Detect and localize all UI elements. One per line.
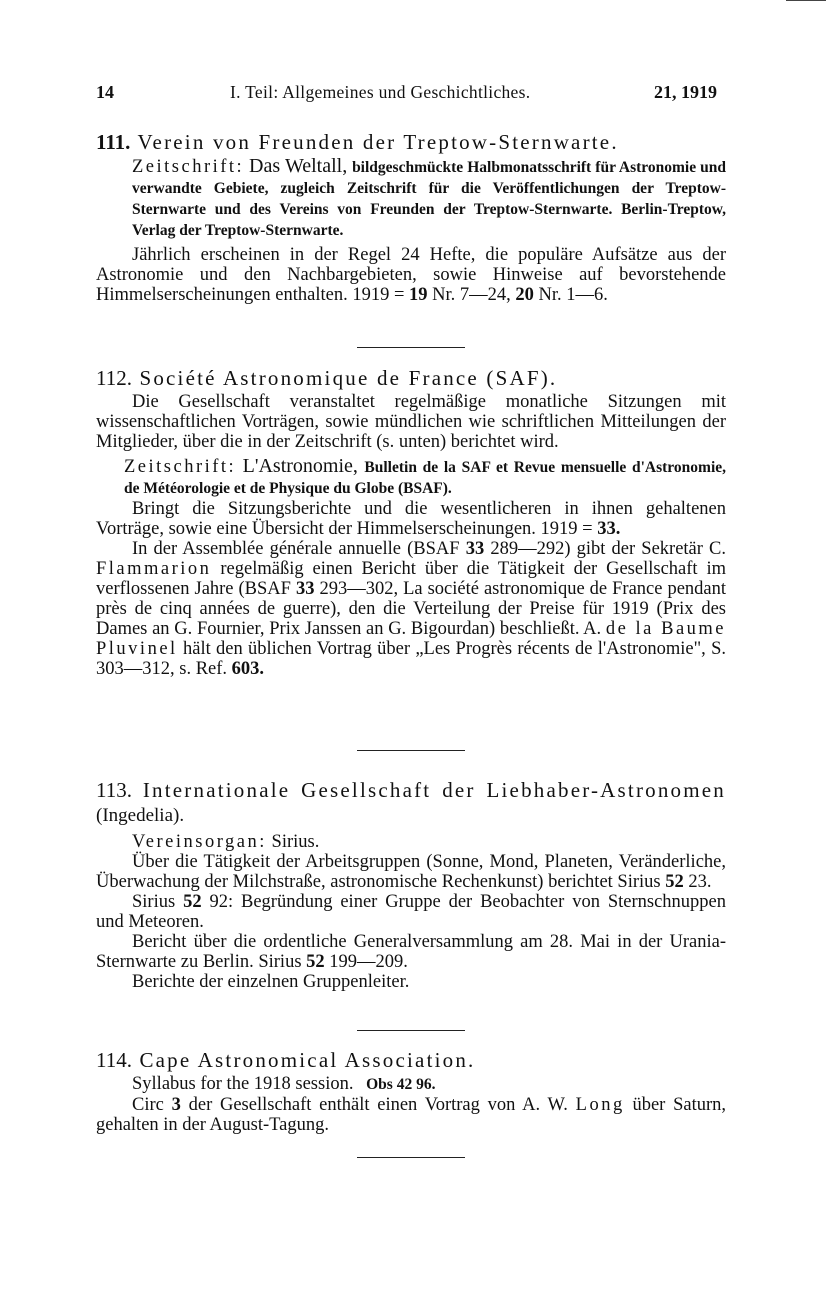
entry-111: [96, 130, 726, 305]
entry-title: 111. Verein von Freunden der Treptow-Sternwarte.: [96, 130, 619, 154]
syllabus-line: Syllabus for the 1918 session. Obs 42 96.: [132, 1074, 436, 1094]
entry-paragraph: Über die Tätigkeit der Arbeitsgruppen (Sonne, Mond, Planeten, Veränderliche, Überwachung der Milchstraße, astronomische Rechenkunst) berichtet Sirius 52 23.: [96, 852, 726, 892]
entry-title: 112. Société Astronomique de France (SAF).: [96, 366, 558, 390]
periodical-line: Zeitschrift: Das Weltall, bildgeschmückte Halbmonatsschrift für Astronomie und verwandte Gebiete, zugleich Zeitschrift für die Veröffentlichungen der Treptow-Sternwarte und des Vereins von Freunden der Treptow-Sternwarte. Berlin-Treptow, Verlag der Treptow-Sternwarte.: [132, 155, 727, 239]
organ-line: Vereinsorgan: Sirius.: [132, 832, 320, 852]
entry-113: [96, 778, 726, 992]
entry-paragraph: Circ 3 der Gesellschaft enthält einen Vortrag von A. W. Long über Saturn, gehalten in der August-Tagung.: [96, 1095, 726, 1135]
entry-paragraph: Jährlich erscheinen in der Regel 24 Hefte, die populäre Aufsätze aus der Astronomie und den Nachbargebieten, sowie Hinweise auf bevorstehende Himmelserscheinungen enthalten. 1919 = 19 Nr. 7—24, 20 Nr. 1—6.: [96, 245, 726, 305]
entry-title: 113. Internationale Gesellschaft der Liebhaber-Astronomen (Ingedelia).: [96, 778, 726, 826]
section-divider: [357, 750, 465, 751]
entry-paragraph: Bericht über die ordentliche Generalversammlung am 28. Mai in der Urania-Sternwarte zu Berlin. Sirius 52 199—209.: [96, 932, 726, 972]
entry-paragraph: Berichte der einzelnen Gruppenleiter.: [132, 972, 410, 992]
periodical-line: Zeitschrift: L'Astronomie, Bulletin de la SAF et Revue mensuelle d'Astronomie, de Météorologie et de Physique du Globe (BSAF).: [124, 455, 726, 497]
entry-112: [96, 366, 726, 679]
entry-paragraph: Die Gesellschaft veranstaltet regelmäßige monatliche Sitzungen mit wissenschaftlichen Vorträgen, sowie mündlichen wie schriftlichen Mitteilungen der Mitglieder, über die in der Zeitschrift (s. unten) berichtet wird.: [96, 392, 726, 452]
page-edge-mark: [786, 0, 826, 1]
section-divider: [357, 1030, 465, 1031]
entry-title: 114. Cape Astronomical Association.: [96, 1048, 476, 1072]
page-number: 14: [96, 82, 114, 102]
entry-paragraph: Bringt die Sitzungsberichte und die wesentlicheren in ihnen gehaltenen Vorträge, sowie eine Übersicht der Himmelserscheinungen. 1919 = 33.: [96, 499, 726, 539]
running-title: I. Teil: Allgemeines und Geschichtliches.: [230, 82, 531, 102]
entry-114: [96, 1048, 726, 1135]
section-reference: 21, 1919: [654, 82, 717, 102]
section-divider: [357, 347, 465, 348]
section-divider: [357, 1157, 465, 1158]
entry-paragraph: In der Assemblée générale annuelle (BSAF 33 289—292) gibt der Sekretär C. Flammarion regelmäßig einen Bericht über die Tätigkeit der Gesellschaft im verflossenen Jahre (BSAF 33 293—302, La société astronomique de France pendant près de cinq années de guerre), den die Verteilung der Preise für 1919 (Prix des Dames an G. Fournier, Prix Janssen an G. Bigourdan) beschließt. A. de la Baume Pluvinel hält den üblichen Vortrag über „Les Progrès récents de l'Astronomie", S. 303—312, s. Ref. 603.: [96, 539, 727, 679]
entry-paragraph: Sirius 52 92: Begründung einer Gruppe der Beobachter von Sternschnuppen und Meteoren.: [96, 892, 727, 932]
